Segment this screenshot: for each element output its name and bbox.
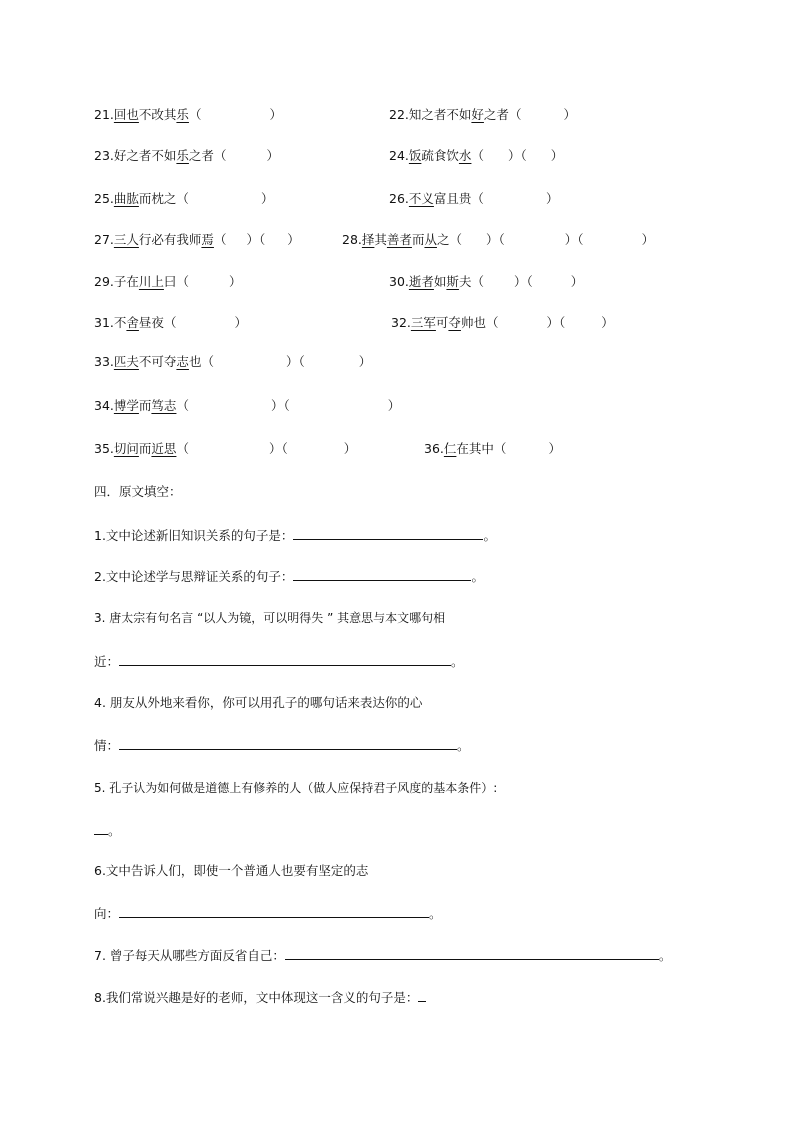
question-7: 7. 曾子每天从哪些方面反省自己： 。 bbox=[94, 948, 672, 963]
item-32: 32.三军可夺帅也（ ）（ ） bbox=[391, 315, 614, 330]
item-26: 26.不义富且贵（ ） bbox=[389, 191, 559, 206]
question-1: 1.文中论述新旧知识关系的句子是： 。 bbox=[94, 528, 496, 543]
question-5-answer: 。 bbox=[94, 822, 121, 839]
answer-blank[interactable] bbox=[293, 527, 483, 540]
item-35: 35.切问而近思（ ）（ ） bbox=[94, 441, 357, 456]
answer-blank[interactable] bbox=[418, 989, 426, 1002]
answer-paren[interactable]: （ ） bbox=[176, 191, 274, 206]
answer-paren[interactable]: （ ） bbox=[493, 441, 561, 456]
answer-paren[interactable]: （ ） bbox=[508, 107, 576, 122]
answer-blank[interactable] bbox=[119, 905, 429, 918]
item-30: 30.逝者如斯夫（ ）（ ） bbox=[389, 274, 584, 289]
item-27: 27.三人行必有我师焉（ ）（ ） bbox=[94, 232, 300, 247]
answer-paren[interactable]: （ ） bbox=[213, 232, 259, 247]
question-6-answer: 向： 。 bbox=[94, 906, 442, 921]
answer-paren[interactable]: （ ） bbox=[498, 232, 578, 247]
section-heading: 四．原文填空： bbox=[94, 484, 182, 499]
question-4-answer: 情： 。 bbox=[94, 738, 470, 753]
answer-paren[interactable]: （ ） bbox=[281, 441, 357, 456]
answer-paren[interactable]: （ ） bbox=[558, 315, 614, 330]
item-22: 22.知之者不如好之者（ ） bbox=[389, 107, 576, 122]
answer-paren[interactable]: （ ） bbox=[471, 191, 559, 206]
item-34: 34.博学而笃志（ ）（ ） bbox=[94, 398, 401, 413]
question-4-text: 4. 朋友从外地来看你，你可以用孔子的哪句话来表达你的心 bbox=[94, 695, 423, 710]
question-3-answer: 近： 。 bbox=[94, 654, 464, 669]
item-21: 21.回也不改其乐（ ） bbox=[94, 107, 282, 122]
item-25: 25.曲肱而枕之（ ） bbox=[94, 191, 274, 206]
answer-paren[interactable]: （ ） bbox=[258, 232, 300, 247]
answer-paren[interactable]: （ ） bbox=[163, 315, 247, 330]
answer-blank[interactable] bbox=[293, 568, 471, 581]
item-36: 36.仁在其中（ ） bbox=[424, 441, 561, 456]
answer-paren[interactable]: （ ） bbox=[201, 354, 299, 369]
question-2: 2.文中论述学与思辩证关系的句子： 。 bbox=[94, 569, 484, 584]
item-31: 31.不舍昼夜（ ） bbox=[94, 315, 247, 330]
answer-paren[interactable]: （ ） bbox=[520, 148, 564, 163]
answer-paren[interactable]: （ ） bbox=[176, 441, 282, 456]
answer-paren[interactable]: （ ） bbox=[176, 398, 284, 413]
answer-blank[interactable] bbox=[285, 947, 659, 960]
answer-paren[interactable]: （ ） bbox=[526, 274, 584, 289]
answer-paren[interactable]: （ ） bbox=[298, 354, 372, 369]
answer-paren[interactable]: （ ） bbox=[577, 232, 655, 247]
answer-paren[interactable]: （ ） bbox=[485, 315, 559, 330]
answer-blank[interactable] bbox=[119, 737, 457, 750]
item-24: 24.饭疏食饮水（ ）（ ） bbox=[389, 148, 564, 163]
answer-blank[interactable] bbox=[94, 822, 108, 835]
answer-paren[interactable]: （ ） bbox=[176, 274, 242, 289]
answer-paren[interactable]: （ ） bbox=[213, 148, 279, 163]
item-29: 29.子在川上曰（ ） bbox=[94, 274, 242, 289]
question-3-text: 3. 唐太宗有句名言 “以人为镜，可以明得失 ” 其意思与本文哪句相 bbox=[94, 611, 446, 625]
item-33: 33.匹夫不可夺志也（ ）（ ） bbox=[94, 354, 372, 369]
question-8: 8.我们常说兴趣是好的老师，文中体现这一含义的句子是： bbox=[94, 989, 426, 1006]
question-5-text: 5. 孔子认为如何做是道德上有修养的人（做人应保持君子风度的基本条件）: bbox=[94, 781, 498, 795]
question-6-text: 6.文中告诉人们，即使一个普通人也要有坚定的志 bbox=[94, 863, 369, 878]
answer-blank[interactable] bbox=[119, 653, 451, 666]
answer-paren[interactable]: （ ） bbox=[471, 274, 527, 289]
answer-paren[interactable]: （ ） bbox=[283, 398, 401, 413]
answer-paren[interactable]: （ ） bbox=[188, 107, 282, 122]
answer-paren[interactable]: （ ） bbox=[449, 232, 499, 247]
item-23: 23.好之者不如乐之者（ ） bbox=[94, 148, 279, 163]
answer-paren[interactable]: （ ） bbox=[471, 148, 521, 163]
item-28: 28.择其善者而从之（ ）（ ）（ ） bbox=[342, 232, 655, 247]
